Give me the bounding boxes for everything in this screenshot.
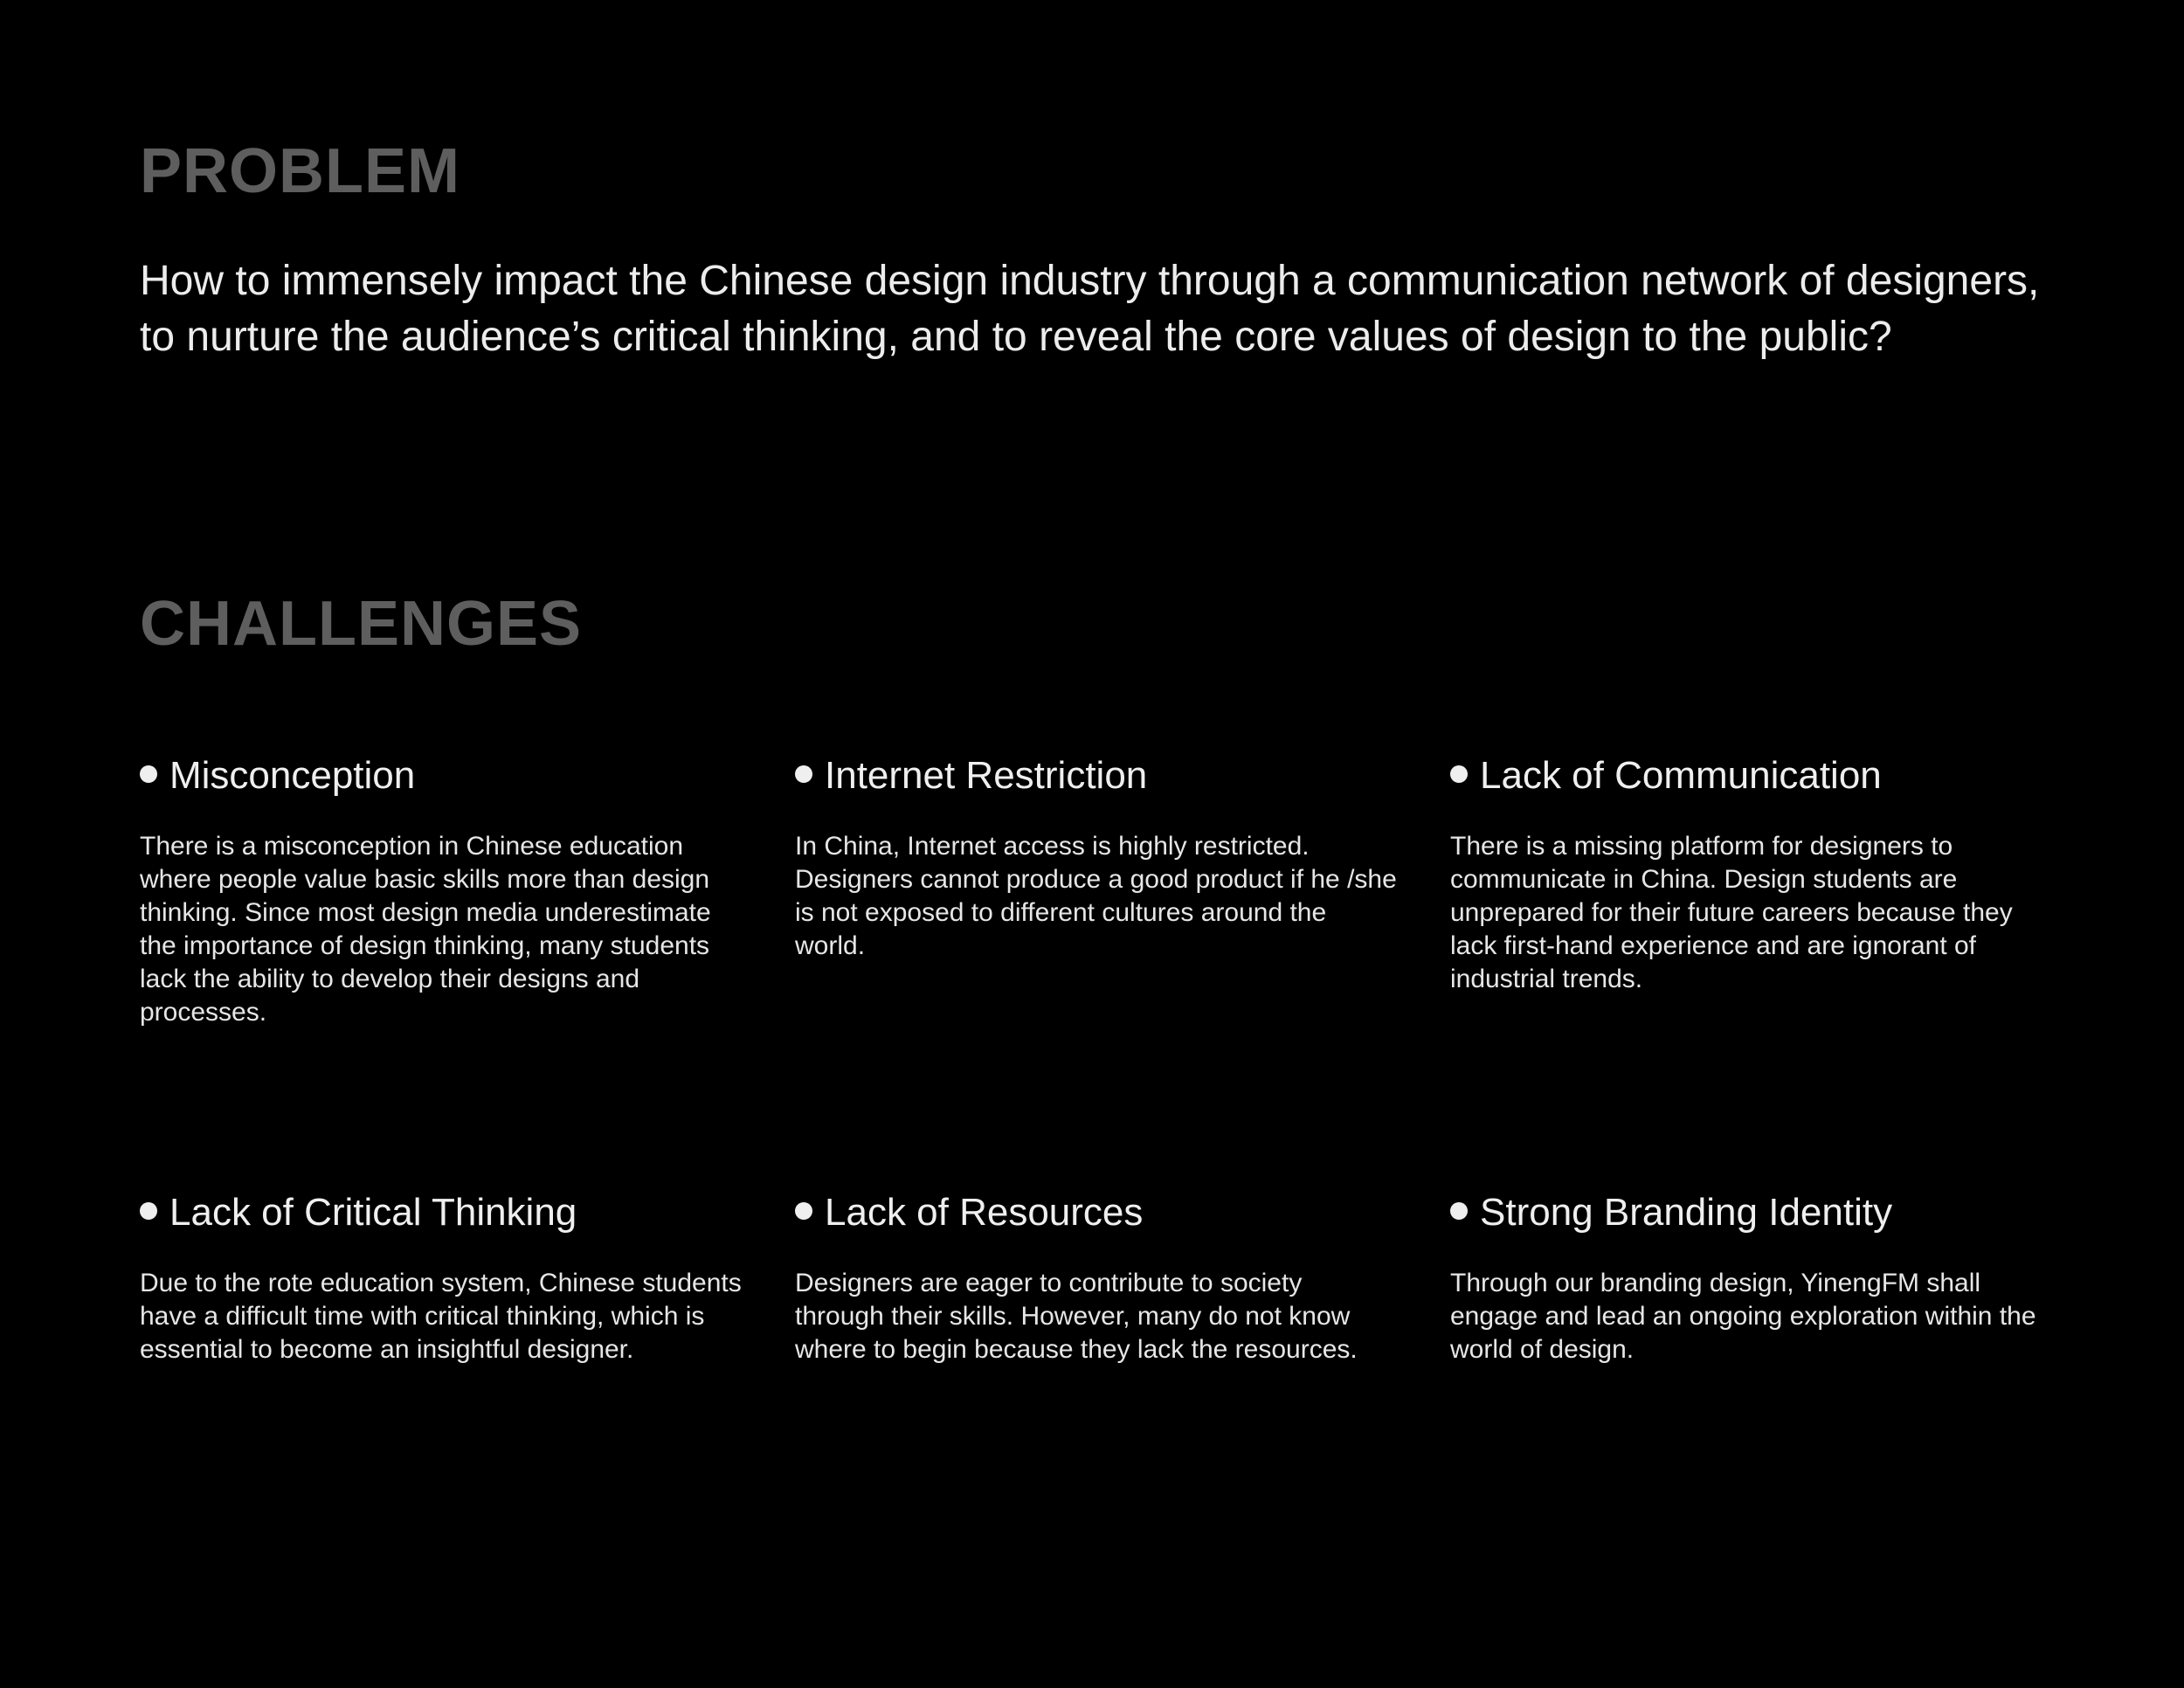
- challenge-heading-label: Internet Restriction: [825, 754, 1148, 797]
- challenge-heading-label: Misconception: [169, 754, 416, 797]
- challenge-heading: [795, 753, 1398, 799]
- challenge-heading-label: Lack of Communication: [1480, 754, 1882, 797]
- challenge-body: Due to the rote education system, Chinese students have a difficult time with critical thinking, which is essential to become an insightful designer.: [140, 1269, 742, 1364]
- challenge-strong-branding-identity: [1450, 1190, 2053, 1366]
- challenge-heading: [140, 1190, 743, 1235]
- challenge-body: Designers are eager to contribute to society through their skills. However, many do not know where to begin because they lack the resources.: [795, 1269, 1358, 1364]
- problem-statement: How to immensely impact the Chinese design industry through a communication network of designers, to nurture the audience’s critical thinking, and to reveal the core values of design to the public?: [140, 258, 2040, 360]
- problem-title: PROBLEM: [140, 136, 460, 206]
- challenge-heading: [1450, 753, 2053, 799]
- challenge-misconception: [140, 753, 743, 1029]
- challenge-body: In China, Internet access is highly restricted. Designers cannot produce a good product if he /she is not exposed to different cultures around the world.: [795, 832, 1397, 960]
- bullet-icon: [1450, 765, 1468, 783]
- challenge-lack-of-communication: [1450, 753, 2053, 996]
- challenge-heading-label: Strong Branding Identity: [1480, 1191, 1893, 1234]
- challenge-heading-label: Lack of Critical Thinking: [169, 1191, 577, 1234]
- challenge-body: Through our branding design, YinengFM shall engage and lead an ongoing exploration within the world of design.: [1450, 1269, 2036, 1364]
- challenge-heading: [795, 1190, 1398, 1235]
- challenge-lack-of-critical-thinking: [140, 1190, 743, 1366]
- challenge-body: There is a misconception in Chinese education where people value basic skills more than design thinking. Since most design media underestimate the importance of design thinking, many students lack the ability to develop their designs and processes.: [140, 832, 711, 1027]
- challenge-lack-of-resources: [795, 1190, 1398, 1366]
- bullet-icon: [1450, 1202, 1468, 1220]
- challenge-body: There is a missing platform for designers to communicate in China. Design students are unprepared for their future careers because they lack first-hand experience and are ignorant of industrial trends.: [1450, 832, 2013, 993]
- bullet-icon: [140, 765, 157, 783]
- challenge-heading: [1450, 1190, 2053, 1235]
- bullet-icon: [795, 765, 812, 783]
- challenges-title: CHALLENGES: [140, 589, 583, 659]
- bullet-icon: [140, 1202, 157, 1220]
- challenge-heading-label: Lack of Resources: [825, 1191, 1144, 1234]
- challenge-internet-restriction: [795, 753, 1398, 963]
- challenge-heading: [140, 753, 743, 799]
- bullet-icon: [795, 1202, 812, 1220]
